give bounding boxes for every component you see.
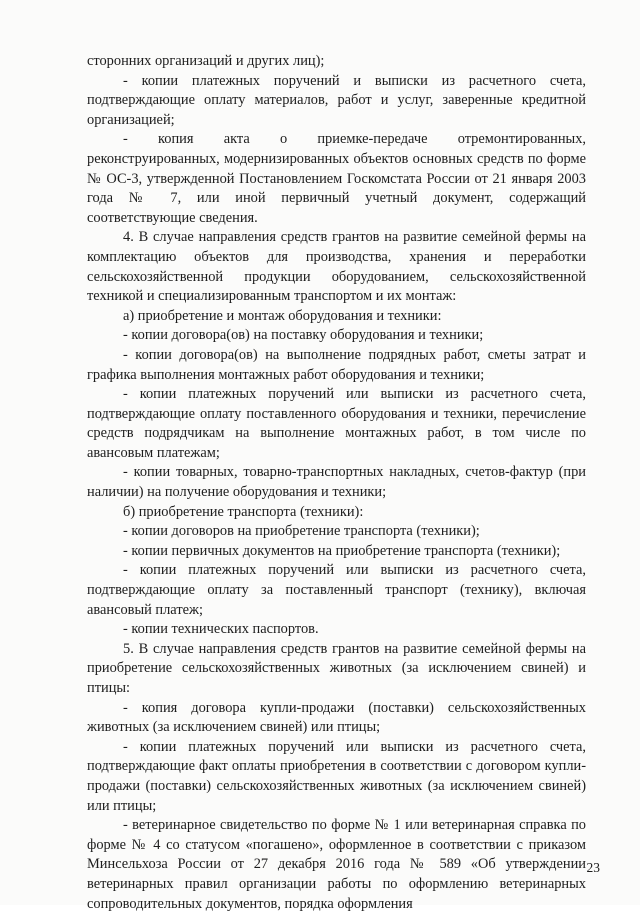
paragraph: - копия акта о приемке-передаче отремонтированных, реконструированных, модернизированных объектов основных средств по форме № ОС-3, утвержденной Постановлением Госкомстата России от 21 января 2003 года № 7, или иной первичный учетный документ, содержащий соответствующие сведения. xyxy=(87,131,586,226)
paragraph: б) приобретение транспорта (техники): xyxy=(123,503,364,520)
paragraph: - копии договора(ов) на поставку оборудования и техники; xyxy=(123,327,484,344)
paragraph: - копии платежных поручений или выписки из расчетного счета, подтверждающие факт оплаты приобретения в соответствии с договором купли-продажи (поставки) сельскохозяйственных животных (за исключением свиней) или птицы; xyxy=(87,738,586,814)
page-number: 23 xyxy=(586,860,600,875)
paragraph: - копии технических паспортов. xyxy=(123,621,319,638)
paragraph: - копии платежных поручений или выписки из расчетного счета, подтверждающие оплату поставленного оборудования и техники, перечисление средств подрядчикам на выполнение монтажных работ, в том числе по авансовым платежам; xyxy=(87,386,586,461)
paragraph: сторонних организаций и других лиц); xyxy=(87,53,325,69)
paragraph: 5. В случае направления средств грантов на развитие семейной фермы на приобретение сельскохозяйственных животных (за исключением свиней) и птицы: xyxy=(87,640,586,696)
paragraph: - копии платежных поручений и выписки из расчетного счета, подтверждающие оплату материалов, работ и услуг, заверенные кредитной организацией; xyxy=(87,72,586,128)
paragraph: - копии договора(ов) на выполнение подрядных работ, сметы затрат и графика выполнения монтажных работ оборудования и техники; xyxy=(87,346,586,383)
paragraph: 4. В случае направления средств грантов на развитие семейной фермы на комплектацию объектов для производства, хранения и переработки сельскохозяйственной продукции оборудованием, сельскохозяйственной техникой и специализированным транспортом и их монтаж: xyxy=(87,229,586,305)
paragraph: - копия договора купли-продажи (поставки) сельскохозяйственных животных (за исключением свиней) или птицы; xyxy=(87,699,586,736)
paragraph: - копии товарных, товарно-транспортных накладных, счетов-фактур (при наличии) на получение оборудования и техники; xyxy=(87,464,586,501)
paragraph: - копии первичных документов на приобретение транспорта (техники); xyxy=(123,542,561,559)
document-body xyxy=(87,52,586,914)
paragraph: - копии договоров на приобретение транспорта (техники); xyxy=(123,523,480,540)
paragraph: а) приобретение и монтаж оборудования и техники: xyxy=(123,307,442,324)
paragraph: - ветеринарное свидетельство по форме № 1 или ветеринарная справка по форме № 4 со статусом «погашено», оформленное в соответствии с приказом Минсельхоза России от 27 декабря 2016 года № 589 «Об утверждении ветеринарных правил организации работы по оформлению ветеринарных сопроводительных документов, порядка оформления xyxy=(87,817,586,912)
paragraph: - копии платежных поручений или выписки из расчетного счета, подтверждающие оплату за поставленный транспорт (технику), включая авансовый платеж; xyxy=(87,562,586,618)
